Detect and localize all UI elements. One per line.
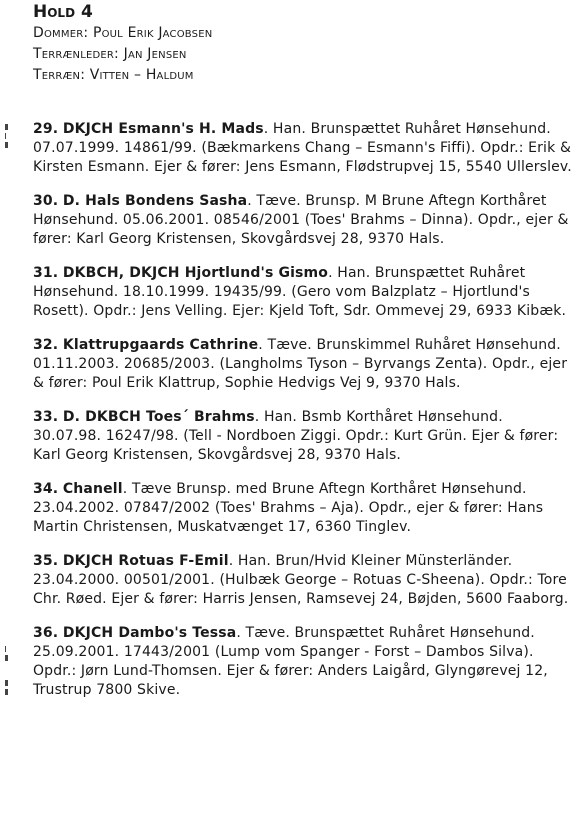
margin-mark-icon [4, 644, 8, 664]
dog-name: DKJCH Rotuas F-Emil [62, 553, 229, 569]
dog-name: D. Hals Bondens Sasha [62, 193, 248, 209]
dog-name: DKJCH Dambo's Tessa [62, 625, 237, 641]
entry-details: . Tæve. Brunsp. M Brune Aftegn Korthåret Hønsehund. 05.06.2001. 08546/2001 (Toes' Brahms – Dinna). Opdr., ejer & fører: Karl Georg Kristensen, Skovgårdsvej 28, 9370 Hals. [33, 193, 569, 247]
entry-details: . Han. Brunspættet Ruhåret Hønsehund. 07.07.1999. 14861/99. (Bækmarkens Chang – Esmann's Fiffi). Opdr.: Erik & Kirsten Esmann. Ejer & fører: Jens Esmann, Flødstrupvej 15, 5540 Ullerslev. [33, 121, 572, 175]
entry-number: 36. [33, 625, 59, 641]
dog-name: DKBCH, DKJCH Hjortlund's Gismo [62, 265, 329, 281]
entry-34 [33, 480, 573, 537]
margin-mark-icon [4, 678, 8, 698]
margin-tick-icon [5, 124, 8, 130]
catalog-header [33, 2, 573, 86]
margin-tick-icon [5, 689, 8, 695]
terrain-line: Terræn: Vitten – Haldum [33, 67, 194, 83]
entry-30 [33, 192, 573, 249]
entry-33 [33, 408, 573, 465]
margin-tick-icon [5, 655, 8, 661]
entry-36 [33, 624, 573, 700]
entry-details: . Tæve. Brunspættet Ruhåret Hønsehund. 25.09.2001. 17443/2001 (Lump vom Spanger - Forst – Dambos Silva). Opdr.: Jørn Lund-Thomsen. Ejer & fører: Anders Laigård, Glyngørevej 12, Trustrup 7800 Skive. [33, 625, 548, 698]
ground-leader-line: Terrænleder: Jan Jensen [33, 46, 187, 62]
entry-32 [33, 336, 573, 393]
dog-name: Klattrupgaards Cathrine [62, 337, 259, 353]
entry-number: 32. [33, 337, 59, 353]
entry-details: . Han. Bsmb Korthåret Hønsehund. 30.07.98. 16247/98. (Tell - Nordboen Ziggi. Opdr.: Kurt Grün. Ejer & fører: Karl Georg Kristensen, Skovgårdsvej 28, 9370 Hals. [33, 409, 559, 463]
margin-mark-icon [4, 122, 8, 151]
margin-tick-icon [5, 133, 6, 139]
dog-name: D. DKBCH Toes´ Brahms [62, 409, 255, 425]
dog-name: Chanell [62, 481, 123, 497]
margin-tick-icon [5, 142, 8, 148]
entry-list [33, 120, 573, 715]
entry-details: . Han. Brun/Hvid Kleiner Münsterländer. 23.04.2000. 00501/2001. (Hulbæk George – Rotuas C-Sheena). Opdr.: Tore Chr. Røed. Ejer & fører: Harris Jensen, Ramsevej 24, Bøjden, 5600 Faaborg. [33, 553, 569, 607]
margin-tick-icon [5, 646, 6, 652]
entry-details: . Tæve. Brunskimmel Ruhåret Hønsehund. 01.11.2003. 20685/2003. (Langholms Tyson – Byrvangs Zenta). Opdr., ejer & fører: Poul Erik Klattrup, Sophie Hedvigs Vej 9, 9370 Hals. [33, 337, 568, 391]
entry-details: . Tæve Brunsp. med Brune Aftegn Korthåret Hønsehund. 23.04.2002. 07847/2002 (Toes' Brahms – Aja). Opdr., ejer & fører: Hans Martin Christensen, Muskatvænget 17, 6360 Tinglev. [33, 481, 544, 535]
margin-tick-icon [5, 680, 8, 686]
entry-number: 31. [33, 265, 59, 281]
dog-name: DKJCH Esmann's H. Mads [62, 121, 264, 137]
entry-details: . Han. Brunspættet Ruhåret Hønsehund. 18.10.1999. 19435/99. (Gero vom Balzplatz – Hjortlund's Rosett). Opdr.: Jens Velling. Ejer: Kjeld Toft, Sdr. Ommevej 29, 6933 Kibæk. [33, 265, 567, 319]
hold-title: Hold 4 [33, 2, 93, 22]
entry-number: 29. [33, 121, 59, 137]
judge-line: Dommer: Poul Erik Jacobsen [33, 25, 213, 41]
entry-35 [33, 552, 573, 609]
entry-number: 33. [33, 409, 59, 425]
entry-29 [33, 120, 573, 177]
entry-number: 35. [33, 553, 59, 569]
entry-number: 34. [33, 481, 59, 497]
entry-31 [33, 264, 573, 321]
entry-number: 30. [33, 193, 59, 209]
